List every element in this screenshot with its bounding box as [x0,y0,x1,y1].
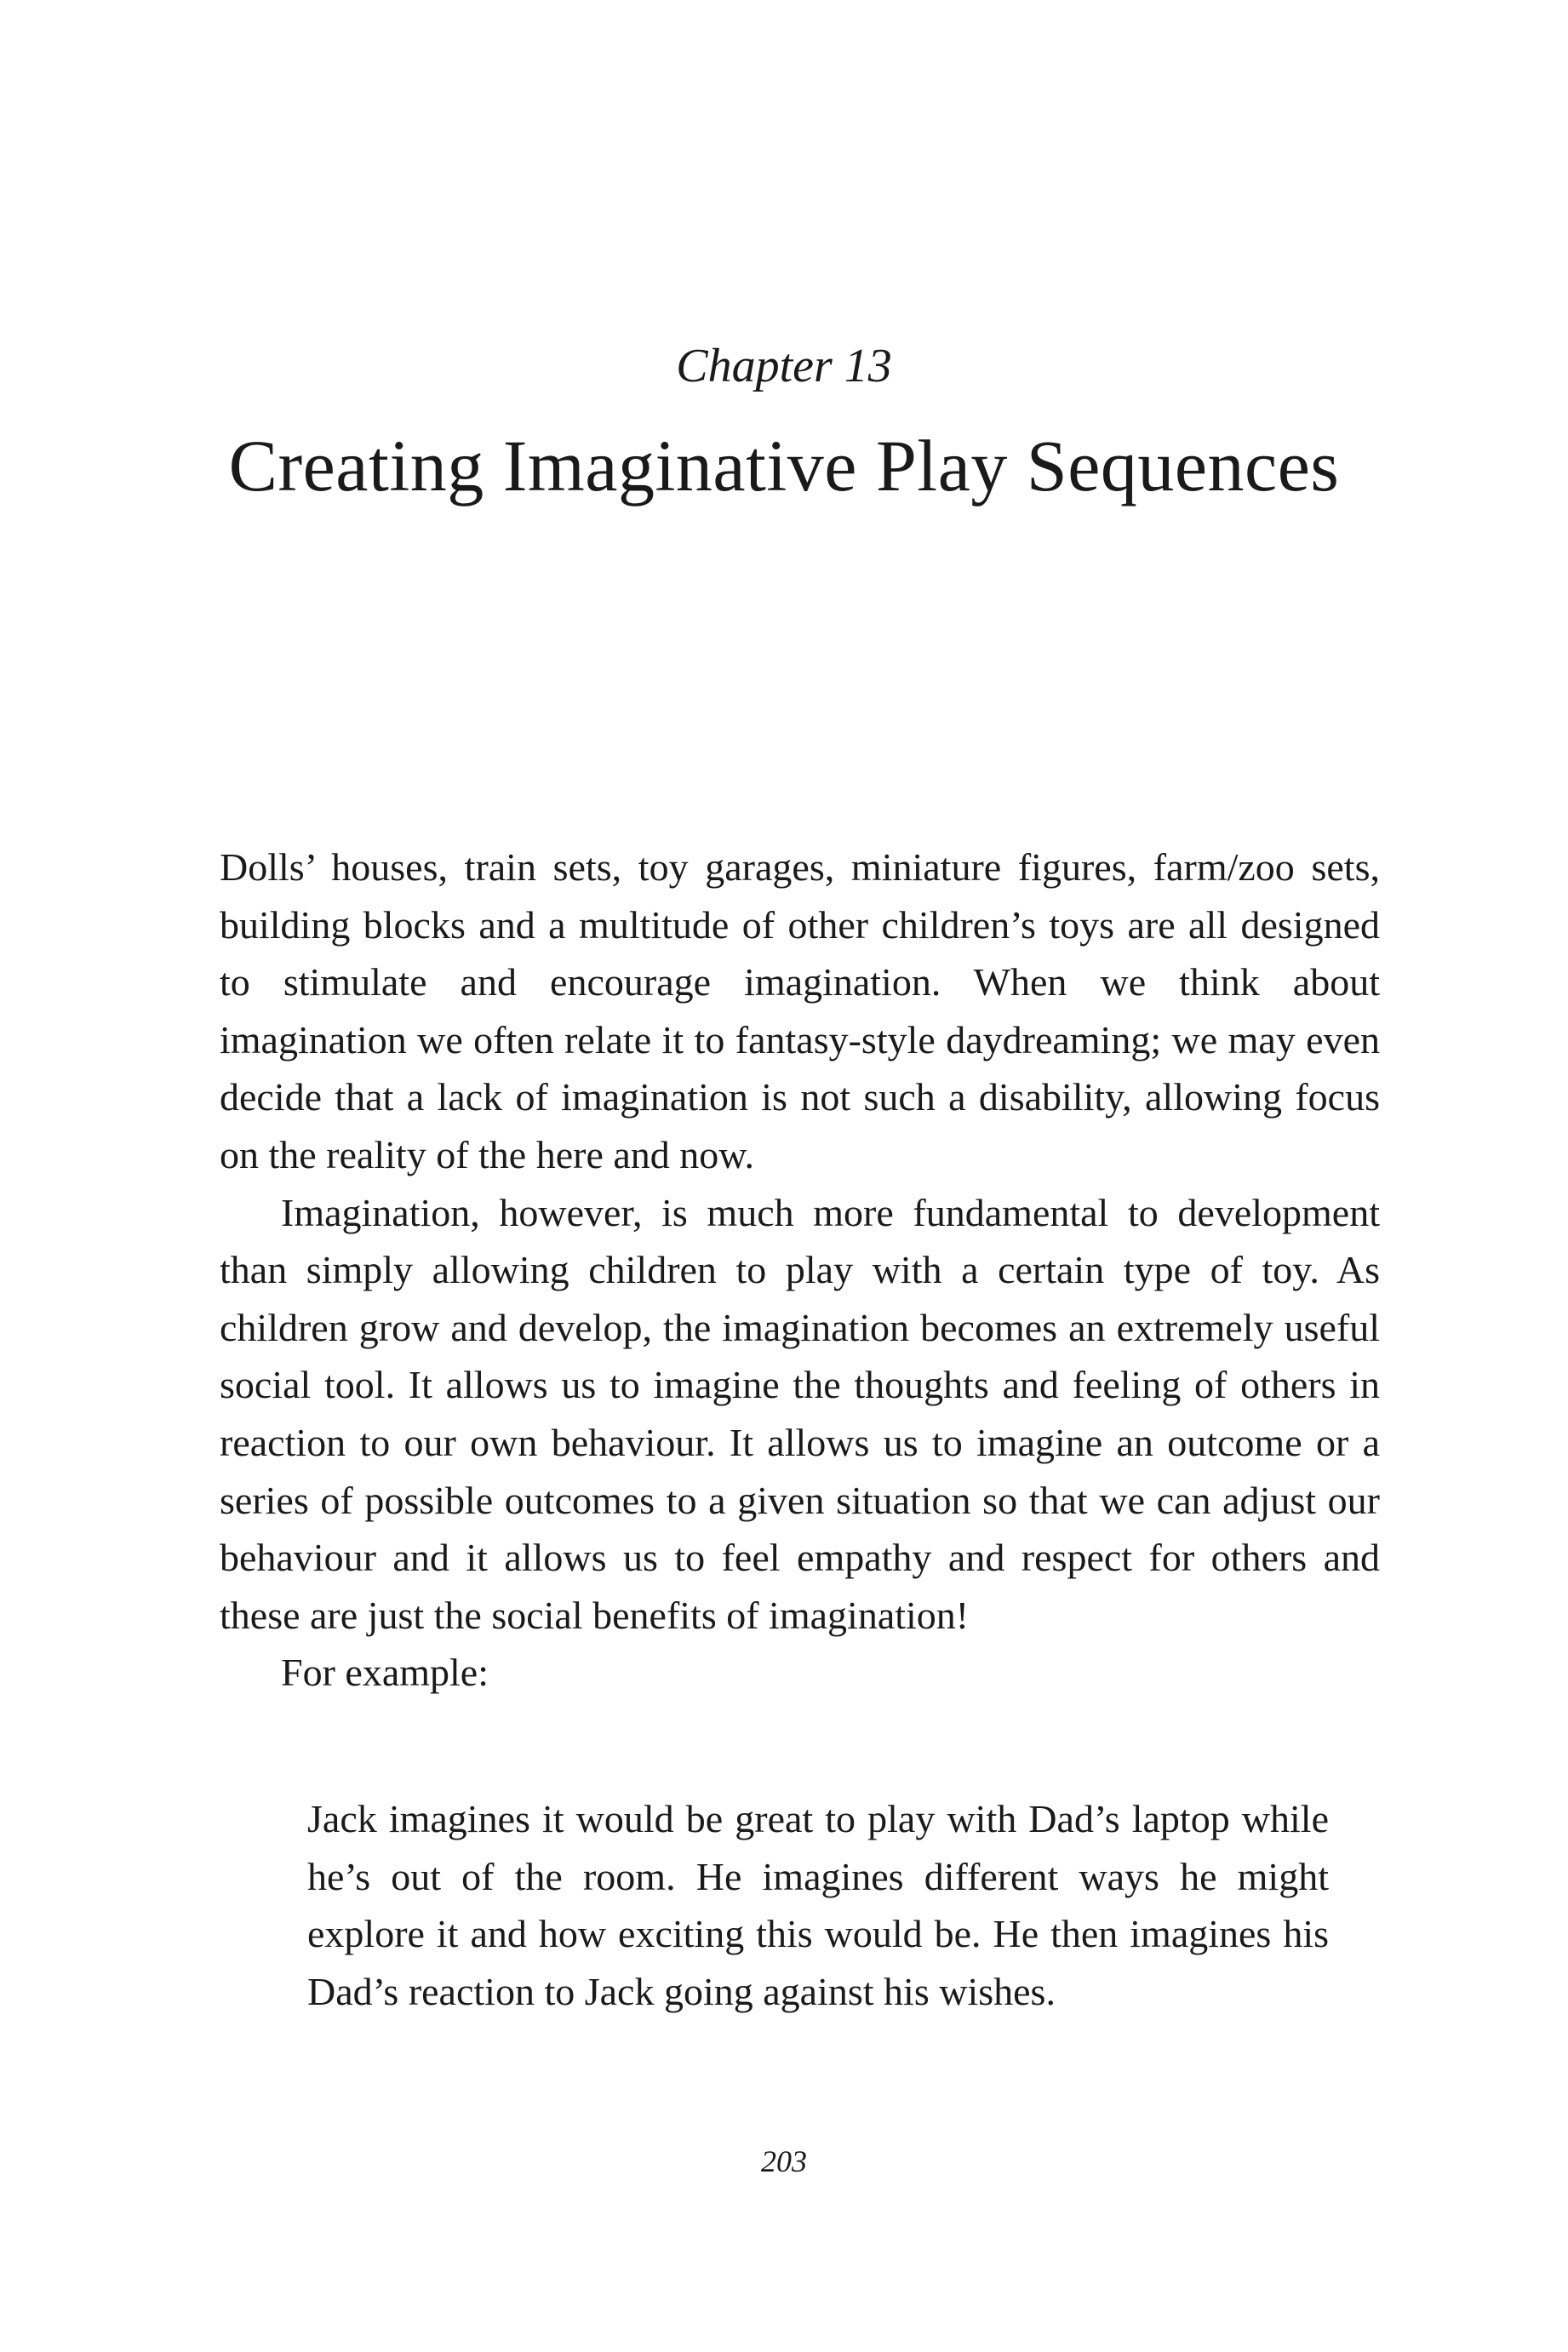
paragraph-intro: Dolls’ houses, train sets, toy garages, miniature figures, farm/zoo sets, building blocks and a multitude of other children’s toys are all designed to stimulate and encourage imagination. When we think about imagination we often relate it to fantasy-style daydreaming; we may even decide that a lack of imagination is not such a disability, allowing focus on the reality of the here and now. [220,845,1380,1176]
chapter-title: Creating Imaginative Play Sequences [228,425,1340,506]
paragraph-example-lead: For example: [281,1651,489,1695]
body-text [220,838,1380,1702]
paragraph-imagination: Imagination, however, is much more fundamental to development than simply allowing children to play with a certain type of toy. As children grow and develop, the imagination becomes an extremely useful social tool. It allows us to imagine the thoughts and feeling of others in reaction to our own behaviour. It allows us to imagine an outcome or a series of possible outcomes to a given situation so that we can adjust our behaviour and it allows us to feel empathy and respect for others and these are just the social benefits of imagination! [220,1190,1380,1637]
chapter-label: Chapter 13 [676,340,892,392]
page-number: 203 [761,2144,807,2178]
example-block-quote: Jack imagines it would be great to play with Dad’s laptop while he’s out of the room. He imagines different ways he might explore it and how exciting this would be. He then imagines his Dad’s reaction to Jack going against his wishes. [307,1797,1329,2013]
